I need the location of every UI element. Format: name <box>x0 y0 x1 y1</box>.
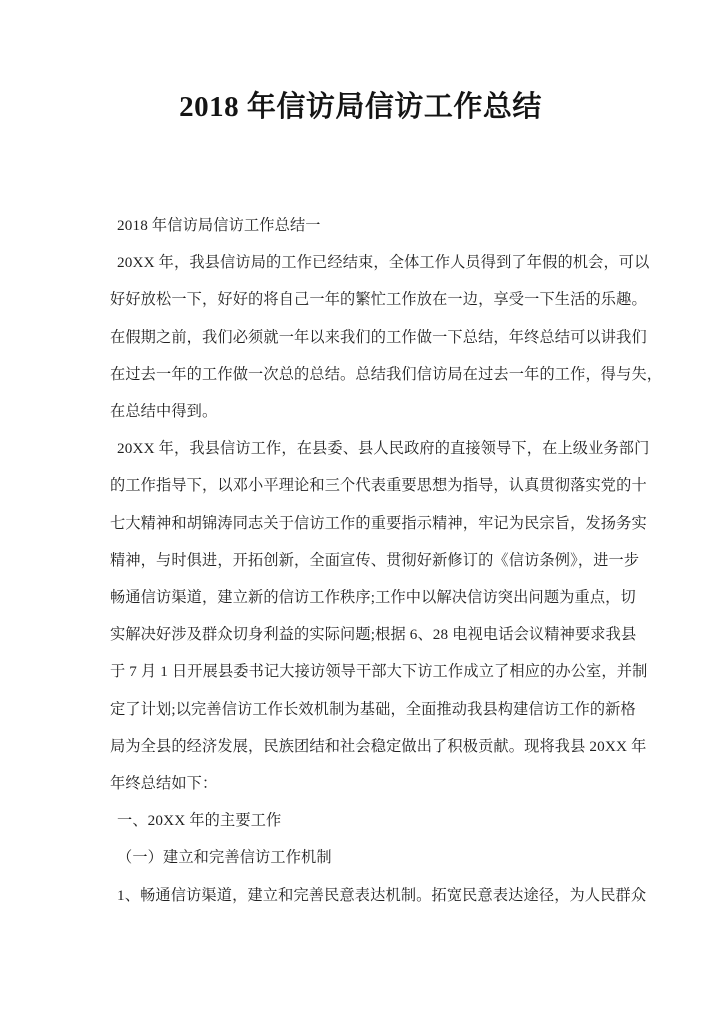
document-line: （一）建立和完善信访工作机制 <box>117 849 332 867</box>
document-body <box>110 207 663 914</box>
document-line: 畅通信访渠道，建立新的信访工作秩序;工作中以解决信访突出问题为重点，切 <box>110 589 636 607</box>
document-line: 好好放松一下，好好的将自己一年的繁忙工作放在一边，享受一下生活的乐趣。 <box>110 291 647 309</box>
document-line: 局为全县的经济发展，民族团结和社会稳定做出了积极贡献。现将我县 20XX 年 <box>110 737 647 755</box>
document-line: 定了计划;以完善信访工作长效机制为基础，全面推动我县构建信访工作的新格 <box>110 700 636 718</box>
document-line: 的工作指导下，以邓小平理论和三个代表重要思想为指导，认真贯彻落实党的十 <box>110 477 647 495</box>
document-line: 精神，与时俱进，开拓创新，全面宣传、贯彻好新修订的《信访条例》，进一步 <box>110 551 640 569</box>
document-line: 20XX 年，我县信访工作，在县委、县人民政府的直接领导下，在上级业务部门 <box>117 440 650 458</box>
document-line: 于 7 月 1 日开展县委书记大接访领导干部大下访工作成立了相应的办公室，并制 <box>110 663 648 681</box>
document-line: 一、20XX 年的主要工作 <box>117 812 282 830</box>
document-line: 实解决好涉及群众切身利益的实际问题;根据 6、28 电视电话会议精神要求我县 <box>110 626 637 644</box>
document-line: 1、畅通信访渠道，建立和完善民意表达机制。拓宽民意表达途径，为人民群众 <box>117 886 647 904</box>
document-line: 在假期之前，我们必须就一年以来我们的工作做一下总结，年终总结可以讲我们 <box>110 328 647 346</box>
page-title: 2018 年信访局信访工作总结 <box>179 91 542 123</box>
document-line: 在过去一年的工作做一次总的总结。总结我们信访局在过去一年的工作，得与失， <box>110 365 663 383</box>
document-line: 20XX 年，我县信访局的工作已经结束，全体工作人员得到了年假的机会，可以 <box>117 254 650 272</box>
document-line: 2018 年信访局信访工作总结一 <box>117 217 321 234</box>
document-line: 年终总结如下： <box>110 775 218 793</box>
document-line: 在总结中得到。 <box>110 403 218 421</box>
document-line: 七大精神和胡锦涛同志关于信访工作的重要指示精神，牢记为民宗旨，发扬务实 <box>110 514 647 532</box>
